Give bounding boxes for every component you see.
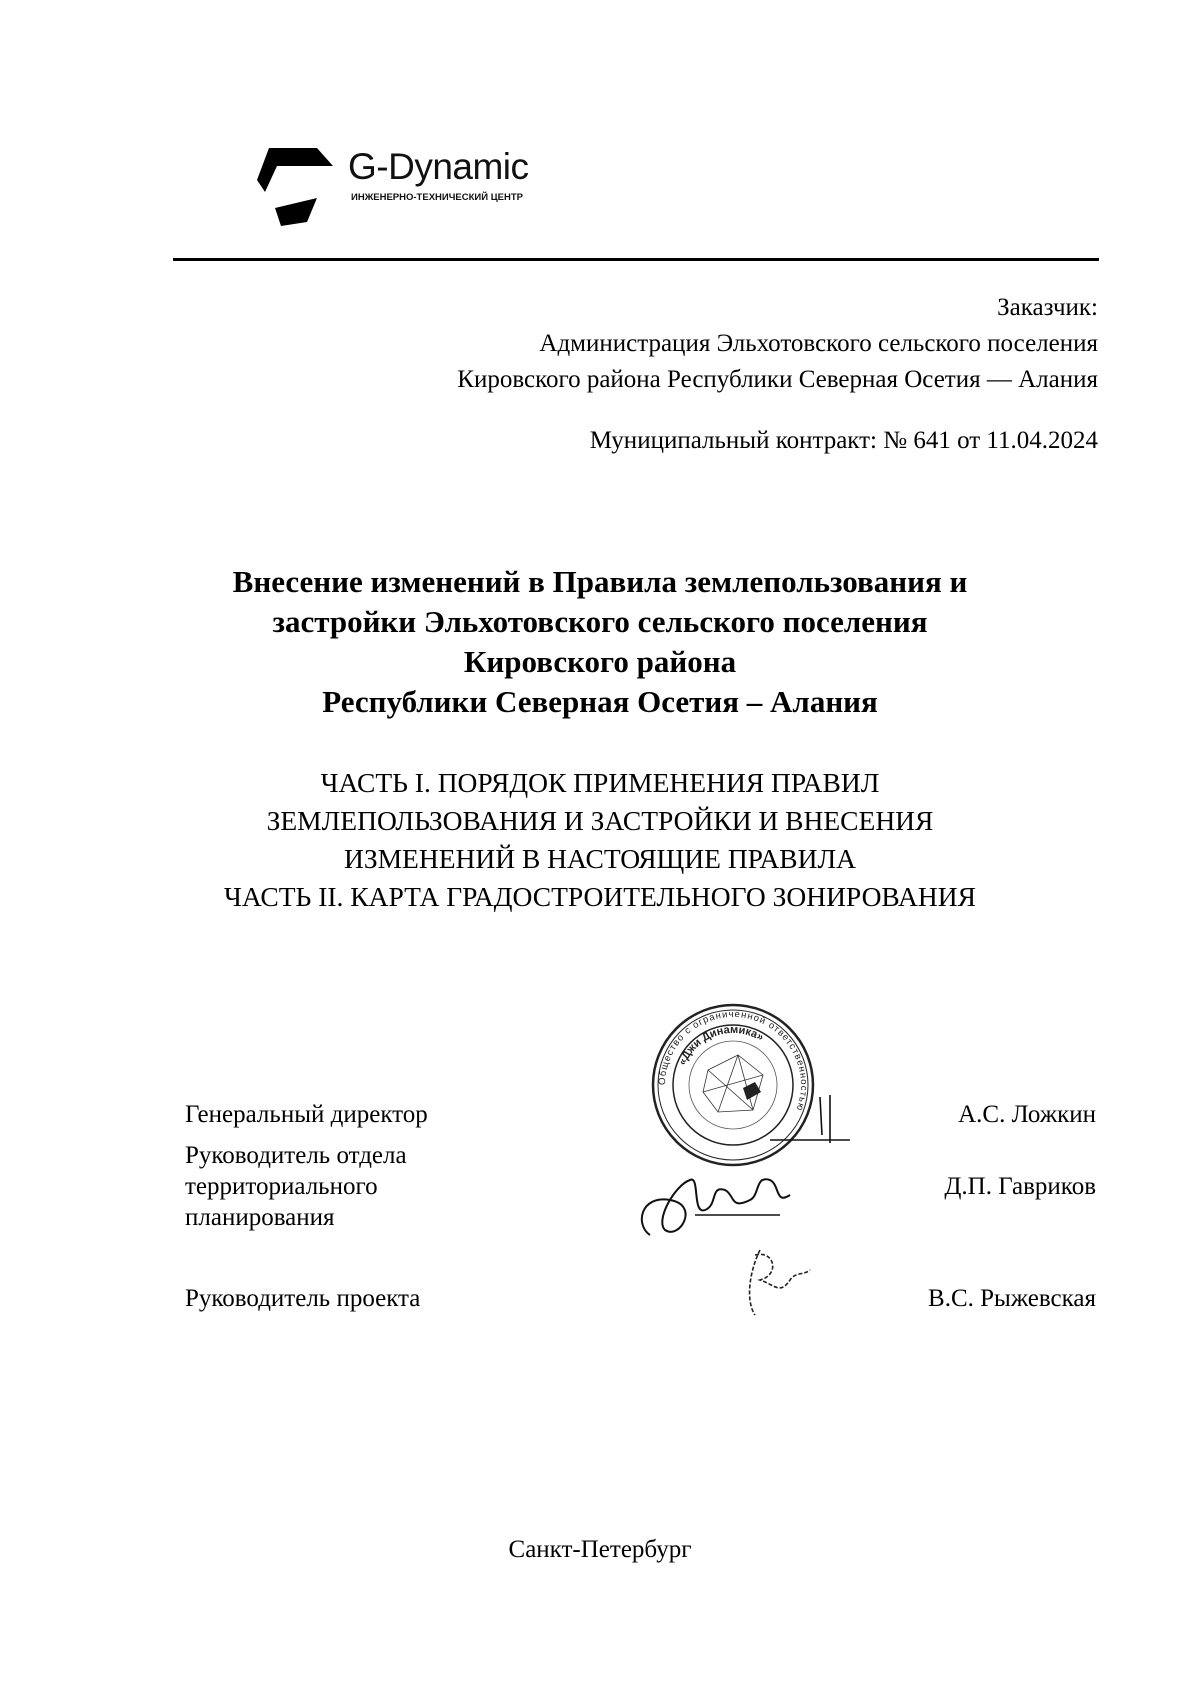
signatory-role-director: Генеральный директор (185, 1101, 428, 1128)
signatory-role-department-head (185, 1140, 407, 1233)
department-head-signature (630, 1155, 810, 1250)
header-divider (173, 258, 1099, 261)
logo-name: G-Dynamic (348, 146, 529, 187)
city: Санкт-Петербург (508, 1536, 692, 1563)
role-line-3: планирования (185, 1204, 335, 1231)
title-line-2: застройки Эльхотовского сельского поселения (272, 604, 928, 639)
role-line-1: Руководитель отдела (185, 1142, 407, 1169)
signatory-role-project-manager: Руководитель проекта (185, 1285, 421, 1312)
document-parts (150, 764, 1050, 916)
title-line-4: Республики Северная Осетия – Алания (322, 684, 878, 719)
signatory-name-director: А.С. Ложкин (958, 1101, 1096, 1128)
signatory-name-department-head: Д.П. Гавриков (944, 1173, 1096, 1200)
director-signature (760, 1085, 860, 1155)
customer-line-1: Администрация Эльхотовского сельского поселения (539, 330, 1098, 357)
document-title (150, 562, 1050, 722)
contract-number: Муниципальный контракт: № 641 от 11.04.2024 (589, 427, 1098, 454)
signatory-name-project-manager: В.С. Рыжевская (928, 1285, 1096, 1312)
title-line-3: Кировского района (463, 644, 737, 679)
title-line-1: Внесение изменений в Правила землепользования и (232, 564, 968, 599)
customer-block (457, 290, 1098, 398)
project-manager-signature (730, 1240, 820, 1330)
parts-line-4: ЧАСТЬ II. КАРТА ГРАДОСТРОИТЕЛЬНОГО ЗОНИРОВАНИЯ (224, 881, 976, 912)
parts-line-2: ЗЕМЛЕПОЛЬЗОВАНИЯ И ЗАСТРОЙКИ И ВНЕСЕНИЯ (266, 805, 934, 836)
g-dynamic-logo-icon (255, 140, 335, 235)
role-line-2: территориального (185, 1173, 378, 1200)
seal-inner-text: «Джи Динамика» (676, 1023, 766, 1068)
parts-line-3: ИЗМЕНЕНИЙ В НАСТОЯЩИЕ ПРАВИЛА (343, 843, 857, 874)
customer-label: Заказчик: (997, 294, 1098, 321)
customer-line-2: Кировского района Республики Северная Осетия — Алания (457, 366, 1098, 393)
seal-outer-text: Общество с ограниченной ответственностью (656, 1008, 810, 1113)
logo-tagline: ИНЖЕНЕРНО-ТЕХНИЧЕСКИЙ ЦЕНТР (351, 192, 523, 203)
parts-line-1: ЧАСТЬ I. ПОРЯДОК ПРИМЕНЕНИЯ ПРАВИЛ (320, 767, 880, 798)
company-logo (255, 140, 555, 240)
